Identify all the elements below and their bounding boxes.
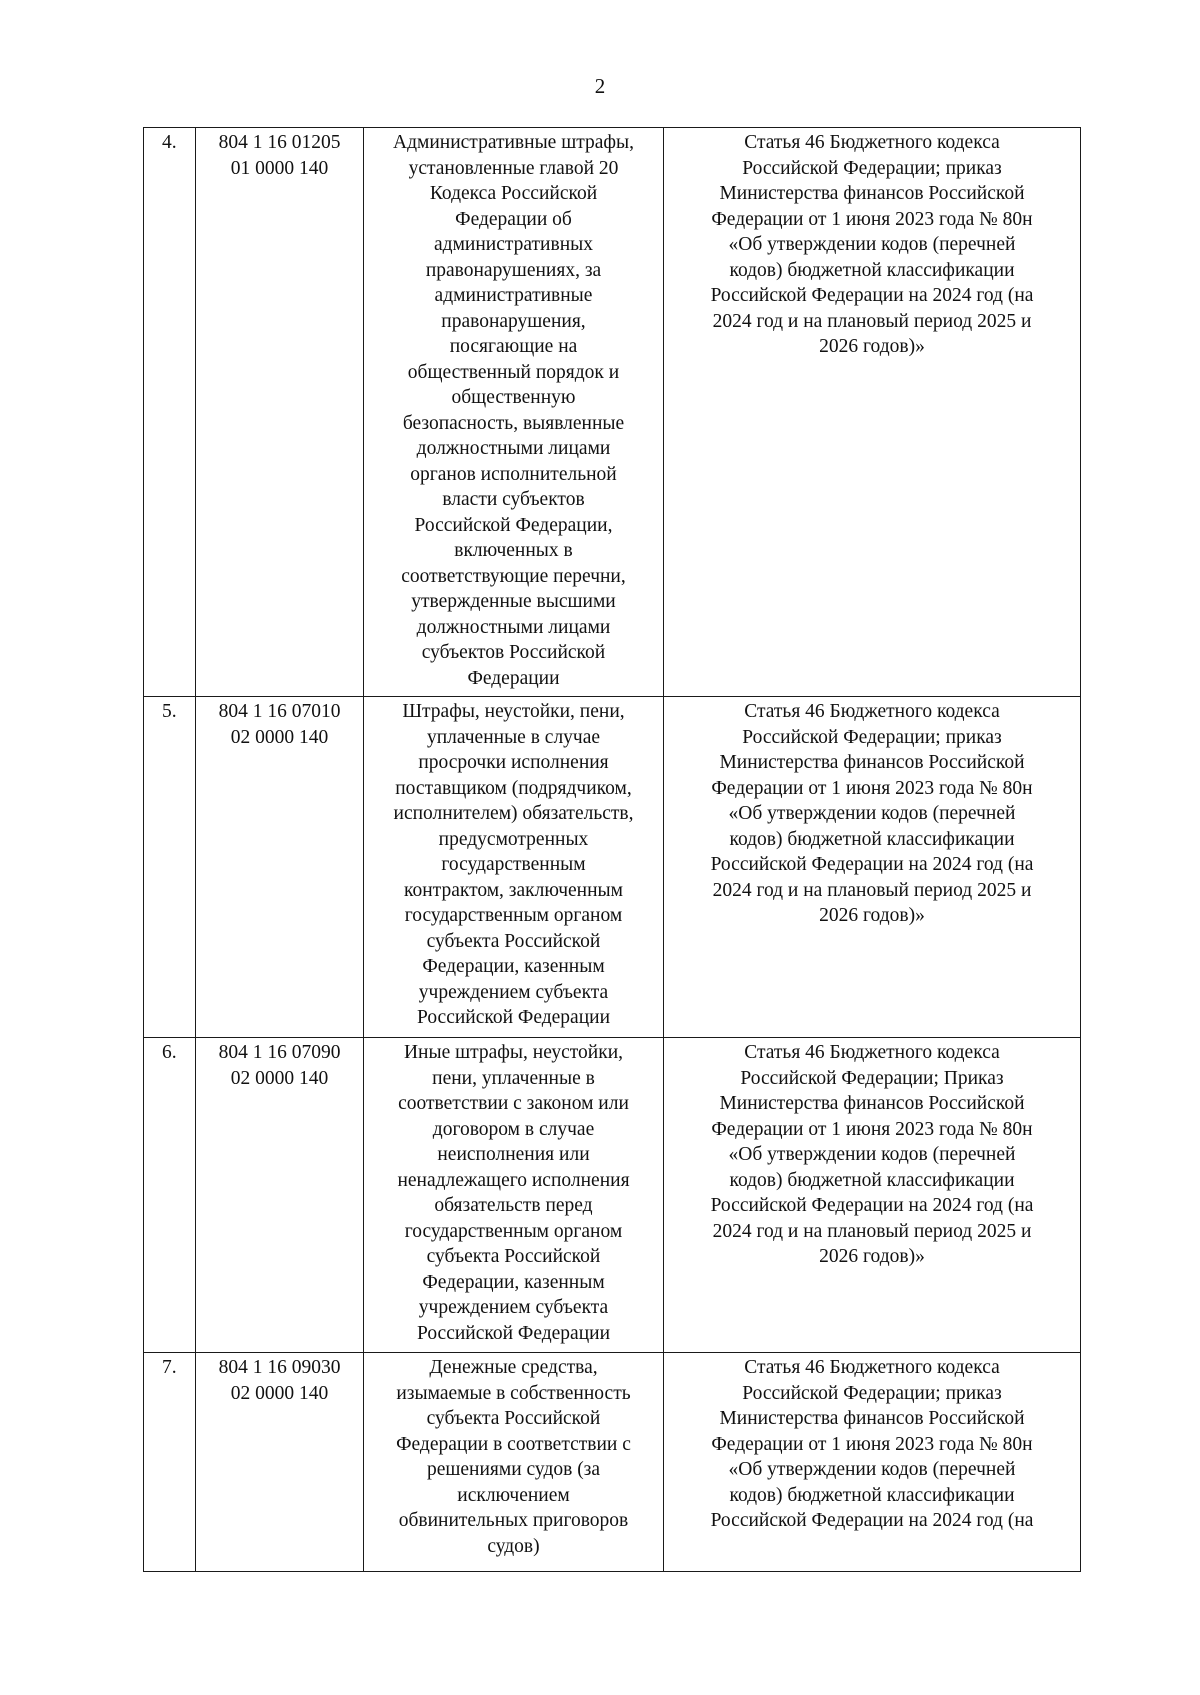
basis-line: Федерации от 1 июня 2023 года № 80н: [711, 208, 1033, 230]
basis-line: 2024 год и на плановый период 2025 и: [712, 879, 1032, 901]
row-number: 5.: [144, 697, 196, 1038]
description-line: общественный порядок и: [407, 361, 620, 383]
description-line: Иные штрафы, неустойки,: [403, 1042, 624, 1063]
row-number: 6.: [144, 1038, 196, 1353]
description-line: Кодекса Российской: [429, 183, 598, 204]
description-line: предусмотренных: [438, 828, 589, 850]
revenue-description: [364, 697, 664, 1038]
description-line: уплаченные в случае: [426, 726, 601, 748]
description-line: Российской Федерации: [416, 1322, 611, 1344]
table-row: [144, 697, 1081, 1038]
row-number: 4.: [144, 128, 196, 697]
legal-basis: [664, 128, 1081, 697]
code-line: 02 0000 140: [230, 1067, 329, 1089]
basis-line: «Об утверждении кодов (перечней: [728, 1459, 1016, 1480]
row-number: 7.: [144, 1353, 196, 1572]
description-line: включенных в: [454, 540, 573, 561]
table-row: [144, 1353, 1081, 1572]
basis-line: Статья 46 Бюджетного кодекса: [744, 1357, 1000, 1378]
description-line: просрочки исполнения: [418, 752, 609, 773]
basis-line: кодов) бюджетной классификации: [729, 1484, 1015, 1506]
description-line: Денежные средства,: [429, 1357, 598, 1378]
budget-classification-code: [196, 128, 364, 697]
description-line: субъекта Российской: [426, 930, 601, 952]
description-line: пени, уплаченные в: [432, 1067, 595, 1089]
description-line: Федерации, казенным: [422, 1271, 605, 1293]
description-line: административных: [434, 234, 593, 255]
description-line: должностными лицами: [416, 438, 611, 459]
description-line: субъекта Российской: [426, 1246, 601, 1267]
basis-line: «Об утверждении кодов (перечней: [728, 803, 1016, 824]
description-line: учреждением субъекта: [418, 1297, 609, 1318]
basis-line: «Об утверждении кодов (перечней: [728, 234, 1016, 255]
description-line: государственным органом: [404, 1220, 623, 1242]
description-line: безопасность, выявленные: [402, 412, 625, 434]
description-line: органов исполнительной: [410, 463, 617, 485]
budget-classification-code: [196, 697, 364, 1038]
description-line: должностными лицами: [416, 616, 611, 638]
budget-classification-code: [196, 1038, 364, 1353]
basis-line: Российской Федерации на 2024 год (на: [710, 854, 1034, 875]
basis-line: 2024 год и на плановый период 2025 и: [712, 1220, 1032, 1242]
page-number: 2: [594, 74, 606, 98]
description-line: правонарушениях, за: [425, 259, 602, 281]
revenue-description: [364, 1353, 664, 1572]
table-row: [144, 128, 1081, 697]
description-line: неисполнения или: [437, 1144, 590, 1165]
description-line: посягающие на: [449, 336, 578, 357]
description-line: договором в случае: [432, 1118, 595, 1140]
basis-line: Министерства финансов Российской: [719, 752, 1025, 773]
table-row: [144, 1038, 1081, 1353]
code-line: 01 0000 140: [230, 157, 329, 179]
description-line: власти субъектов: [442, 489, 585, 510]
basis-line: 2026 годов)»: [819, 1246, 925, 1267]
description-line: изымаемые в собственность: [396, 1382, 631, 1404]
basis-line: Российской Федерации; приказ: [742, 726, 1002, 748]
description-line: судов): [487, 1535, 540, 1557]
code-line: 804 1 16 07010: [218, 701, 341, 722]
basis-line: Статья 46 Бюджетного кодекса: [744, 701, 1000, 722]
description-line: соответствии с законом или: [398, 1093, 629, 1114]
basis-line: Российской Федерации; Приказ: [740, 1067, 1004, 1089]
legal-basis: [664, 1353, 1081, 1572]
description-line: Федерации об: [455, 208, 572, 230]
description-line: исполнителем) обязательств,: [393, 803, 634, 824]
code-line: 804 1 16 07090: [218, 1042, 341, 1063]
basis-line: Российской Федерации; приказ: [742, 157, 1002, 179]
code-line: 804 1 16 01205: [218, 132, 341, 153]
basis-line: Министерства финансов Российской: [719, 1093, 1025, 1114]
basis-line: Российской Федерации на 2024 год (на: [710, 1510, 1034, 1531]
basis-line: 2026 годов)»: [819, 336, 925, 357]
description-line: Административные штрафы,: [393, 132, 634, 153]
description-line: правонарушения,: [441, 310, 586, 332]
basis-line: Статья 46 Бюджетного кодекса: [744, 132, 1000, 153]
basis-line: Министерства финансов Российской: [719, 183, 1025, 204]
description-line: государственным: [441, 854, 586, 875]
description-line: ненадлежащего исполнения: [397, 1169, 630, 1191]
description-line: обвинительных приговоров: [398, 1510, 629, 1531]
description-line: общественную: [451, 387, 576, 408]
basis-line: Российской Федерации на 2024 год (на: [710, 285, 1034, 306]
description-line: контрактом, заключенным: [404, 879, 623, 901]
description-line: субъекта Российской: [426, 1408, 601, 1429]
description-line: Федерации в соответствии с: [396, 1433, 631, 1455]
basis-line: 2024 год и на плановый период 2025 и: [712, 310, 1032, 332]
code-line: 02 0000 140: [230, 726, 329, 748]
code-line: 02 0000 140: [230, 1382, 329, 1404]
basis-line: кодов) бюджетной классификации: [729, 259, 1015, 281]
description-line: государственным органом: [404, 905, 623, 926]
description-line: поставщиком (подрядчиком,: [395, 777, 632, 799]
basis-line: Федерации от 1 июня 2023 года № 80н: [711, 1118, 1033, 1140]
basis-line: 2026 годов)»: [819, 905, 925, 926]
description-line: субъектов Российской: [421, 642, 606, 663]
description-line: установленные главой 20: [408, 157, 619, 179]
basis-line: Федерации от 1 июня 2023 года № 80н: [711, 1433, 1033, 1455]
revenue-description: [364, 1038, 664, 1353]
basis-line: «Об утверждении кодов (перечней: [728, 1144, 1016, 1165]
revenue-description: [364, 128, 664, 697]
basis-line: Федерации от 1 июня 2023 года № 80н: [711, 777, 1033, 799]
basis-line: Российской Федерации; приказ: [742, 1382, 1002, 1404]
description-line: обязательств перед: [434, 1195, 593, 1216]
legal-basis: [664, 697, 1081, 1038]
description-line: учреждением субъекта: [418, 981, 609, 1003]
budget-classification-code: [196, 1353, 364, 1572]
description-line: административные: [434, 285, 593, 306]
description-line: Штрафы, неустойки, пени,: [402, 701, 625, 722]
description-line: соответствующие перечни,: [401, 565, 626, 587]
description-line: решениями судов (за: [426, 1459, 601, 1480]
basis-line: Министерства финансов Российской: [719, 1408, 1025, 1429]
revenue-codes-table: [143, 127, 1081, 1572]
code-line: 804 1 16 09030: [218, 1357, 341, 1378]
description-line: Федерации: [467, 667, 560, 689]
description-line: утвержденные высшими: [411, 591, 616, 612]
basis-line: Статья 46 Бюджетного кодекса: [744, 1042, 1000, 1063]
description-line: Российской Федерации,: [414, 514, 613, 536]
description-line: Российской Федерации: [416, 1007, 611, 1028]
basis-line: кодов) бюджетной классификации: [729, 1169, 1015, 1191]
basis-line: Российской Федерации на 2024 год (на: [710, 1195, 1034, 1216]
basis-line: кодов) бюджетной классификации: [729, 828, 1015, 850]
legal-basis: [664, 1038, 1081, 1353]
description-line: исключением: [457, 1484, 570, 1506]
description-line: Федерации, казенным: [422, 956, 605, 977]
